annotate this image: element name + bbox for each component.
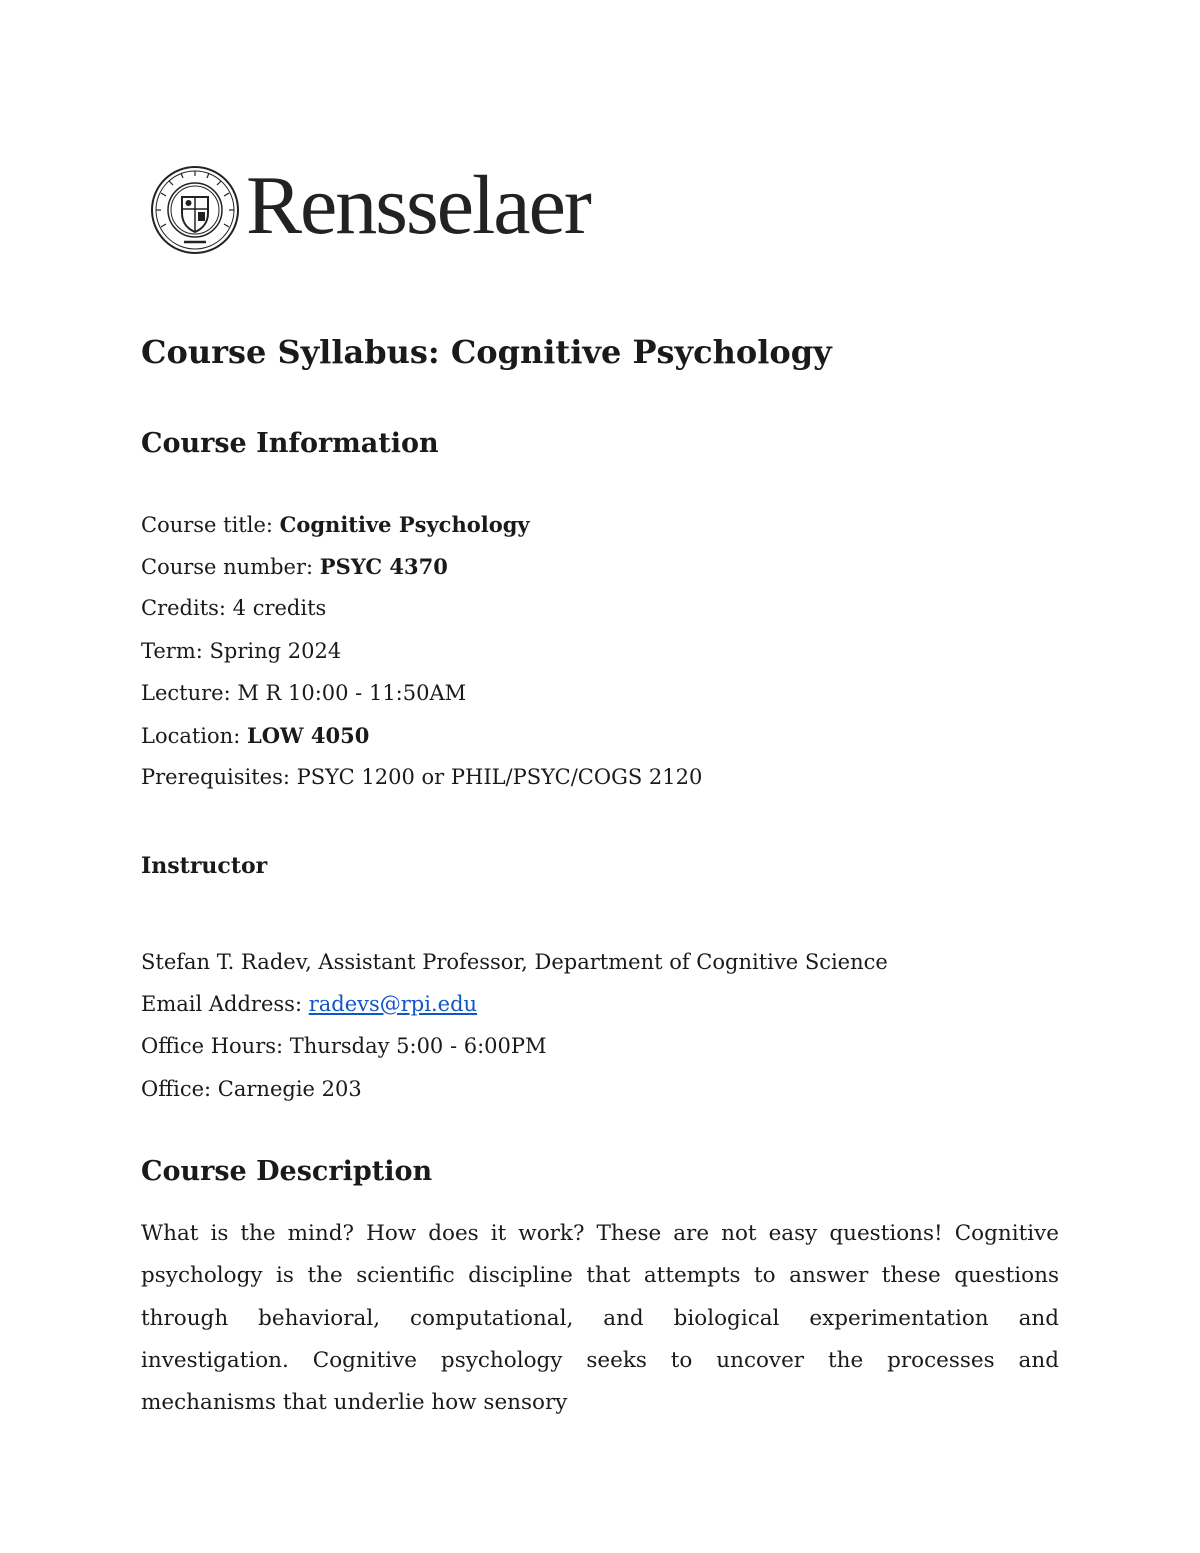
term-label: Term: <box>141 639 210 663</box>
email-link[interactable]: radevs@rpi.edu <box>308 992 478 1016</box>
course-information-heading: Course Information <box>141 428 439 459</box>
course-title-line <box>141 512 530 538</box>
location-line <box>141 723 369 749</box>
rensselaer-logo <box>150 159 590 255</box>
term-line <box>141 639 341 664</box>
course-description-text: What is the mind? How does it work? These are not easy questions! Cognitive psychology is the scientific discipline that attempts to answer these questions through behavioral, computational, and biological experimentation and investigation. Cognitive psychology seeks to uncover the processes and mechanisms that underlie how sensory <box>141 1221 1059 1416</box>
seal-icon <box>150 165 240 255</box>
office-value: Carnegie 203 <box>217 1077 362 1101</box>
course-title-label: Course title: <box>141 513 280 537</box>
page-title: Course Syllabus: Cognitive Psychology <box>141 333 832 371</box>
course-number-label: Course number: <box>141 555 320 579</box>
office-hours-line <box>141 1034 547 1059</box>
credits-label: Credits: <box>141 596 233 620</box>
credits-value: 4 credits <box>232 596 327 620</box>
lecture-value: M R 10:00 - 11:50AM <box>237 681 467 705</box>
logo-wordmark: Rensselaer <box>246 159 590 252</box>
office-label: Office: <box>141 1077 218 1101</box>
location-value: LOW 4050 <box>246 723 370 748</box>
lecture-label: Lecture: <box>141 681 238 705</box>
prerequisites-value: PSYC 1200 or PHIL/PSYC/COGS 2120 <box>296 765 703 789</box>
course-number-value: PSYC 4370 <box>319 554 448 579</box>
credits-line <box>141 596 326 621</box>
term-value: Spring 2024 <box>209 639 342 663</box>
course-title-value: Cognitive Psychology <box>279 512 530 537</box>
prerequisites-label: Prerequisites: <box>141 765 297 789</box>
instructor-heading: Instructor <box>141 853 268 879</box>
email-line <box>141 992 477 1017</box>
email-label: Email Address: <box>141 992 309 1016</box>
instructor-name-line: Stefan T. Radev, Assistant Professor, Department of Cognitive Science <box>141 950 888 974</box>
prerequisites-line <box>141 765 702 790</box>
office-hours-value: Thursday 5:00 - 6:00PM <box>289 1034 547 1058</box>
course-description-heading: Course Description <box>141 1156 433 1187</box>
lecture-line <box>141 681 466 706</box>
location-label: Location: <box>141 724 247 748</box>
course-number-line <box>141 554 448 580</box>
office-hours-label: Office Hours: <box>141 1034 290 1058</box>
office-line <box>141 1077 362 1102</box>
